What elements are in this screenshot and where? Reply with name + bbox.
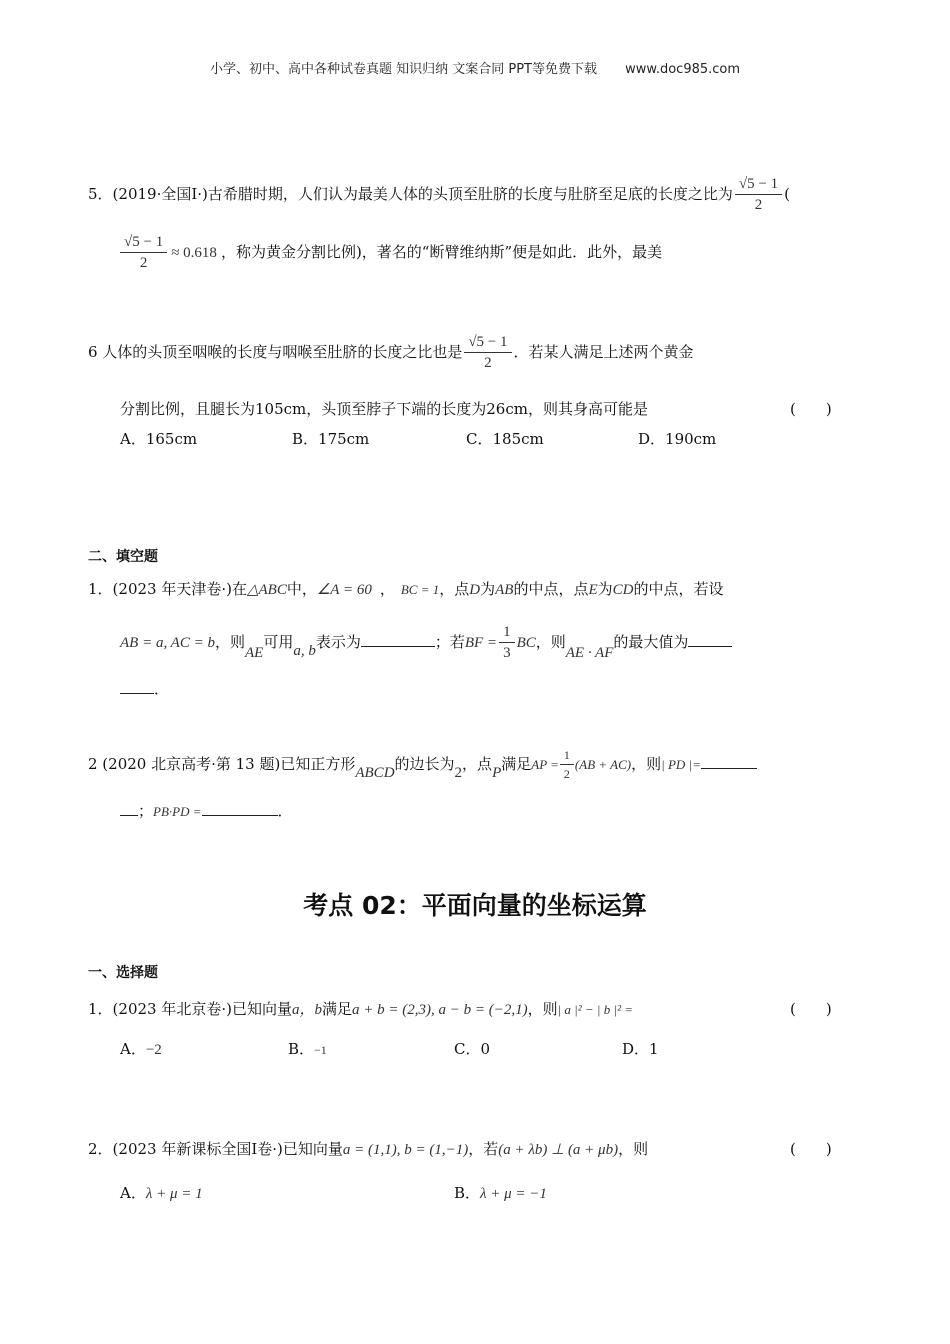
golden-ratio-fraction-3: $\frac{√5 - 1}{2}$ bbox=[464, 334, 511, 372]
fill-q2-blank-2[interactable] bbox=[202, 803, 278, 816]
golden-ratio-fraction-2: $\frac{√5 - 1}{2}$ bbox=[120, 234, 167, 272]
page-header bbox=[0, 58, 950, 77]
q5-option-c[interactable]: C．185cm bbox=[466, 430, 544, 448]
header-site-link[interactable]: www.doc985.com bbox=[625, 62, 741, 77]
choice-q2-option-a[interactable]: A．λ + μ = 1 bbox=[120, 1184, 203, 1202]
fill-q1-blank-1[interactable] bbox=[361, 634, 435, 647]
fill-q2-blank-1b[interactable] bbox=[120, 803, 138, 816]
golden-ratio-fraction: $\frac{√5 - 1}{2}$ bbox=[735, 176, 782, 214]
choice-q1-option-a[interactable]: A．−2 bbox=[120, 1040, 162, 1058]
q5-line3: 6 人体的头顶至咽喉的长度与咽喉至肚脐的长度之比也是 $\frac{√5 - 1}{2}$ ．若某人满足上述两个黄金 bbox=[88, 334, 694, 371]
choice-q1-line: 1．(2023 年北京卷·)已知向量a，b满足a + b = (2,3), a − b = (−2,1)，则| a |² − | b |² = bbox=[88, 1000, 633, 1018]
choice-q1-paren: ( ) bbox=[790, 1000, 832, 1018]
fill-q2-line2: ；PB·PD = ． bbox=[120, 800, 293, 821]
choice-q2-line: 2．(2023 年新课标全国Ⅰ卷·)已知向量a = (1,1), b = (1,−1)，若(a + λb) ⊥ (a + μb)，则 bbox=[88, 1140, 649, 1158]
fill-q2-line1: 2 (2020 北京高考·第 13 题)已知正方形ABCD的边长为2，点P满足AP = $\frac{1}{2}$ (AB + AC)，则| PD |= bbox=[88, 748, 757, 782]
fill-q1-blank-2a[interactable] bbox=[688, 634, 732, 647]
fill-q1-line3: ． bbox=[120, 678, 169, 699]
fill-q1-line2: AB = a, AC = b，则AE可用a, b表示为 ；若BF = $\frac{1}{3}$ BC，则AE · AF的最大值为 bbox=[120, 624, 732, 662]
fill-section-heading: 二、填空题 bbox=[88, 549, 158, 565]
header-text: 小学、初中、高中各种试卷真题 知识归纳 文案合同 PPT等免费下载 bbox=[209, 62, 597, 77]
q5-option-a[interactable]: A．165cm bbox=[120, 430, 198, 448]
choice-q2-option-b[interactable]: B．λ + μ = −1 bbox=[454, 1184, 547, 1202]
q5-option-b[interactable]: B．175cm bbox=[292, 430, 370, 448]
q5-line4: 分割比例，且腿长为105cm，头顶至脖子下端的长度为26cm，则其身高可能是 bbox=[120, 400, 648, 418]
fill-q1-line1: 1．(2023 年天津卷·)在△ABC中，∠A = 60 ， BC = 1，点D为AB的中点，点E为CD的中点，若设 bbox=[88, 580, 724, 598]
choice-q1-option-b[interactable]: B．−1 bbox=[288, 1040, 327, 1058]
q5-line2: $\frac{√5 - 1}{2}$ ≈ 0.618 ，称为黄金分割比例)，著名的“断臂维纳斯”便是如此．此外，最美 bbox=[120, 234, 662, 272]
choice-q1-option-d[interactable]: D．1 bbox=[622, 1040, 659, 1058]
q5-answer-paren: ( ) bbox=[790, 400, 832, 418]
fill-q1-blank-2b[interactable] bbox=[120, 681, 154, 694]
section-title: 考点 02：平面向量的坐标运算 bbox=[303, 891, 647, 920]
fill-q2-blank-1a[interactable] bbox=[701, 756, 757, 769]
q5-line1: 5．(2019·全国Ⅰ·)古希腊时期，人们认为最美人体的头顶至肚脐的长度与肚脐至足底的长度之比为 $\frac{√5 - 1}{2}$ ( bbox=[88, 176, 790, 213]
q5-option-d[interactable]: D．190cm bbox=[638, 430, 717, 448]
choice-section-heading: 一、选择题 bbox=[88, 965, 158, 981]
choice-q1-option-c[interactable]: C．0 bbox=[454, 1040, 491, 1058]
choice-q2-paren: ( ) bbox=[790, 1140, 832, 1158]
